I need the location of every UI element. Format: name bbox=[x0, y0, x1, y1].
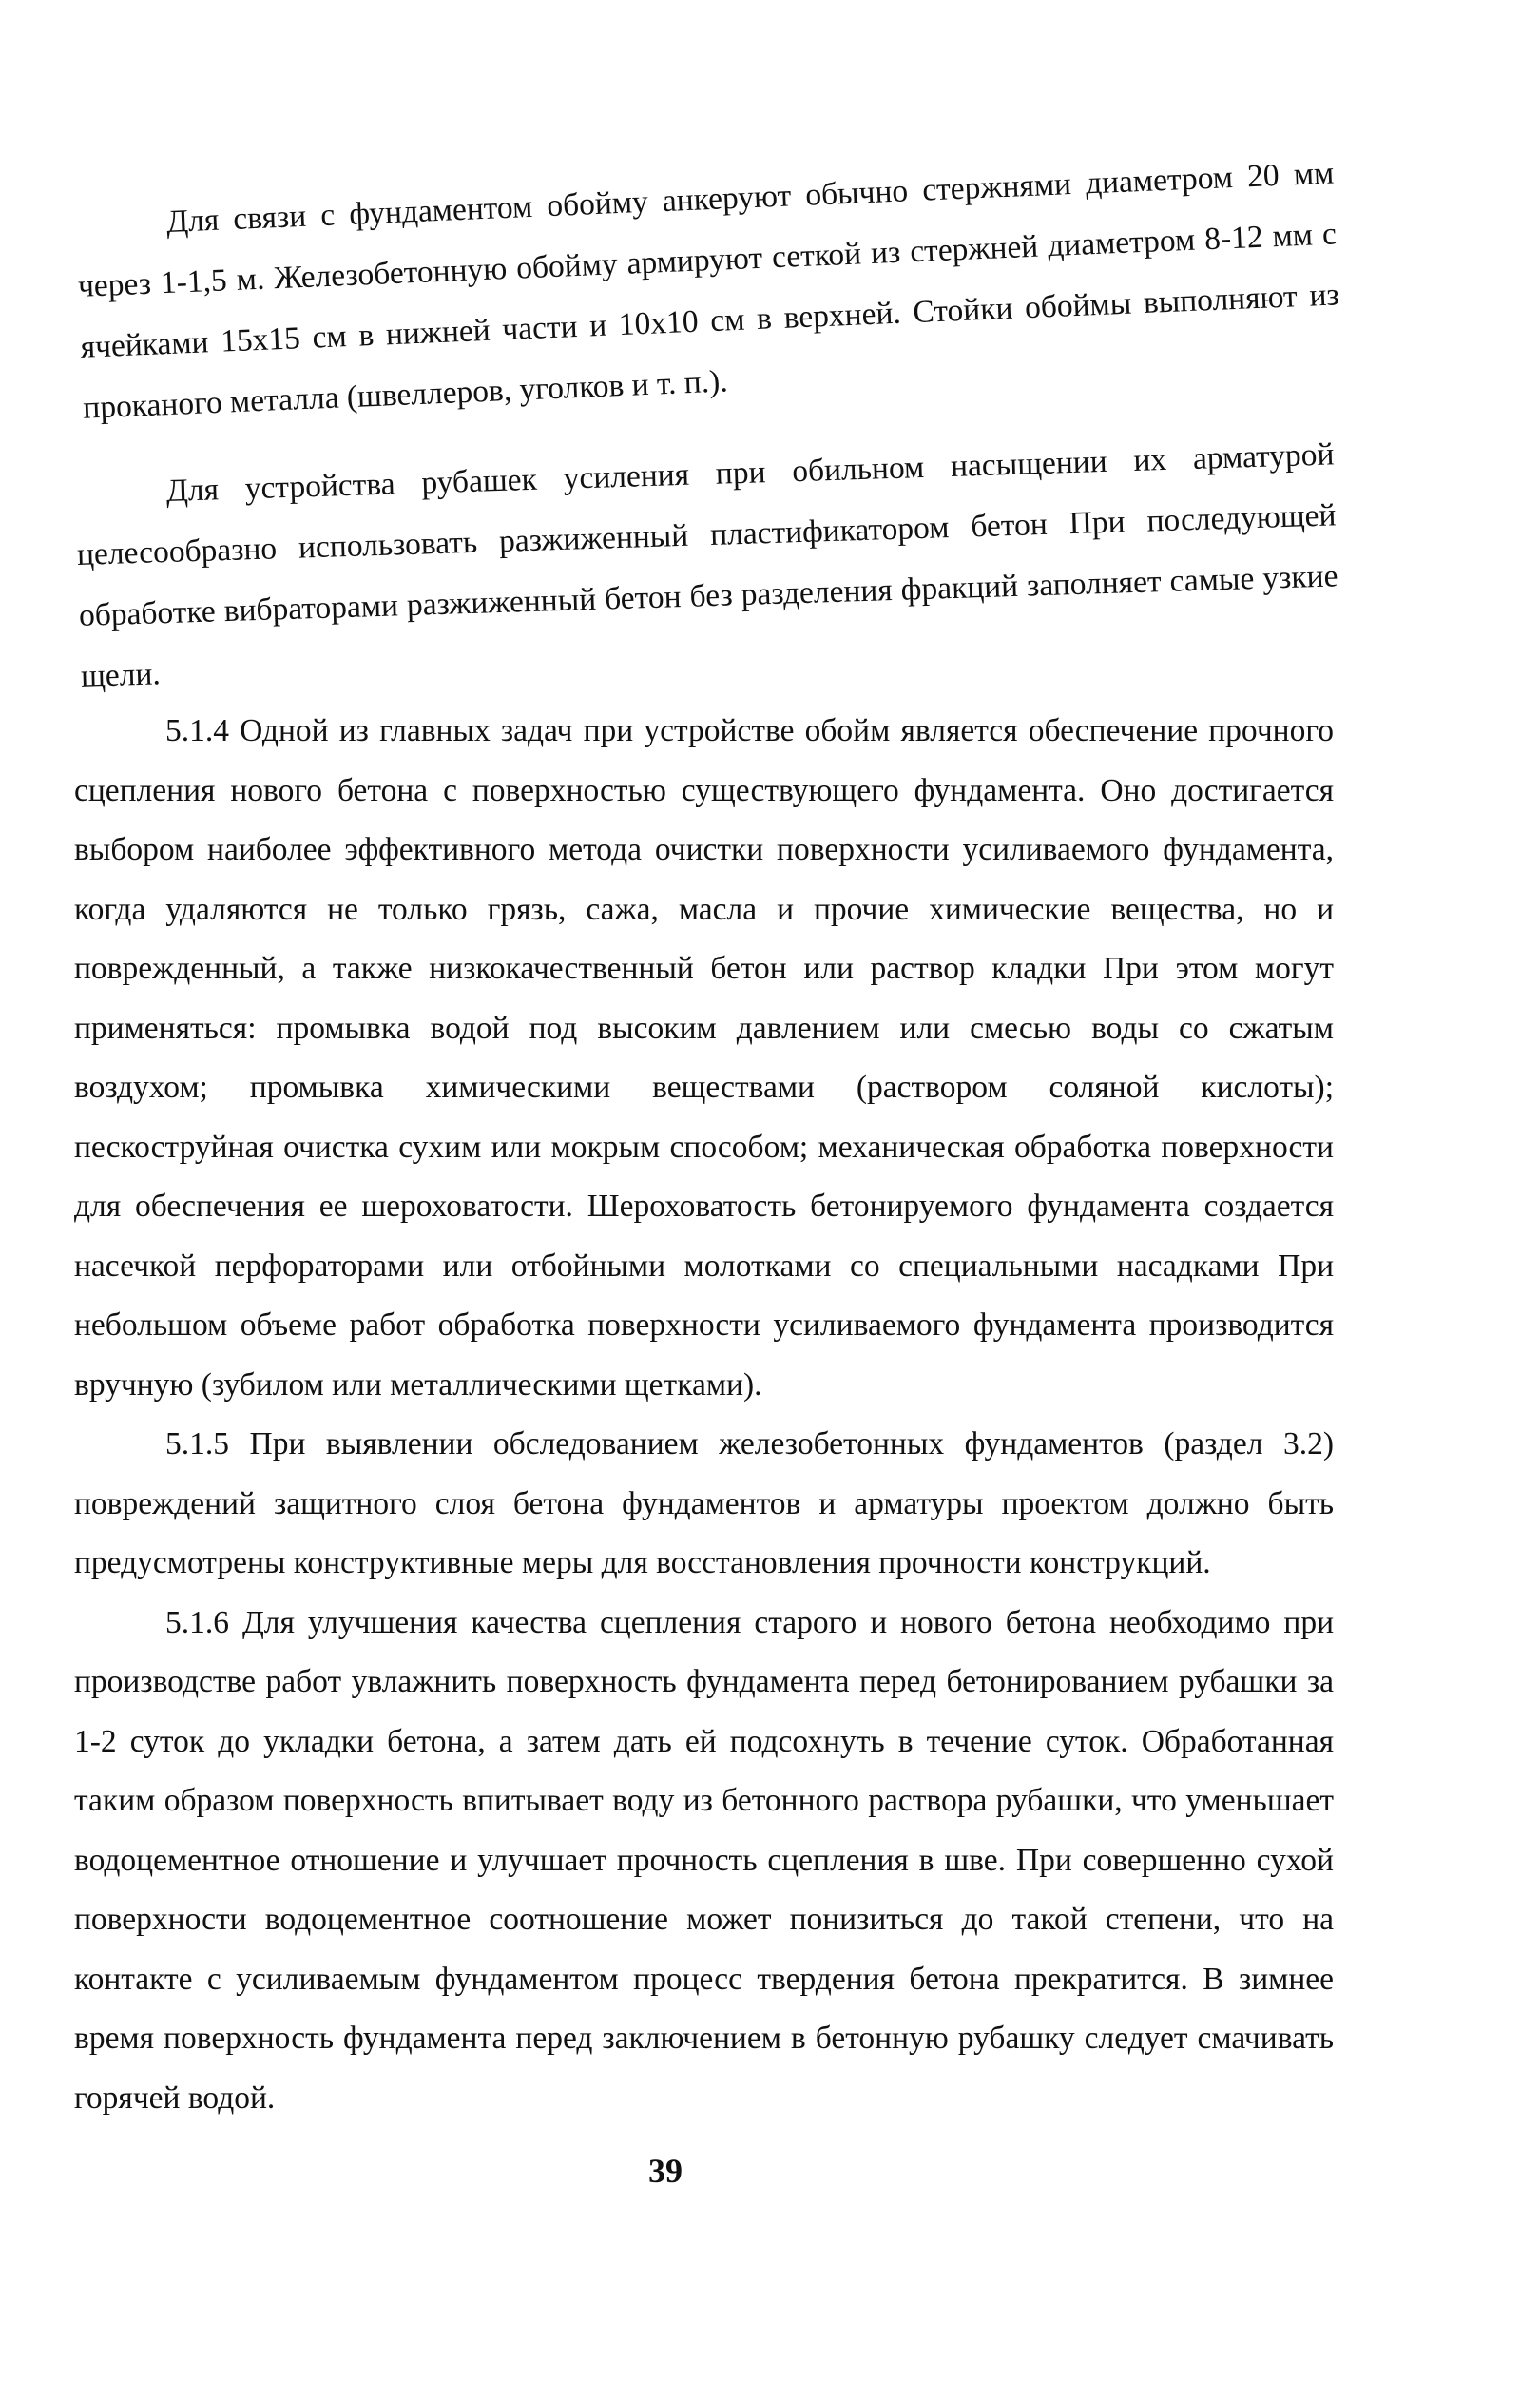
paragraph-5-1-5: 5.1.5 При выявлении обследованием железобетонных фундаментов (раздел 3.2) повреждений защитного слоя бетона фундаментов и арматуры проектом должно быть предусмотрены конструктивные меры для восстановления прочности конструкций. bbox=[74, 1426, 1334, 1580]
paragraph-anchoring: Для связи с фундаментом обойму анкеруют обычно стержнями диаметром 20 мм через 1-1,5 м. Железобетонную обойму армируют сеткой из стержней диаметром 8-12 мм с ячейками 15х15 см в нижней части и 10х10 см в верхней. Стойки обоймы выполняют из проканого металла (швеллеров, уголков и т. п.). bbox=[77, 155, 1340, 426]
page-number: 39 bbox=[648, 2152, 683, 2190]
paragraph-shirts: Для устройства рубашек усиления при обильном насыщении их арматурой целесообразно использовать разжиженный пластификатором бетон При последующей обработке вибраторами разжиженный бетон без разделения фракций заполняет самые узкие щели. bbox=[76, 436, 1338, 694]
paragraph-5-1-6: 5.1.6 Для улучшения качества сцепления старого и нового бетона необходимо при производстве работ увлажнить поверхность фундамента перед бетонированием рубашки за 1-2 суток до укладки бетона, а затем дать ей подсохнуть в течение суток. Обработанная таким образом поверхность впитывает воду из бетонного раствора рубашки, что уменьшает водоцементное отношение и улучшает прочность сцепления в шве. При совершенно сухой поверхности водоцементное соотношение может понизиться до такой степени, что на контакте с усиливаемым фундаментом процесс твердения бетона прекратится. В зимнее время поверхность фундамента перед заключением в бетонную рубашку следует смачивать горячей водой. bbox=[74, 1604, 1334, 2116]
paragraph-5-1-4: 5.1.4 Одной из главных задач при устройстве обойм является обеспечение прочного сцепления нового бетона с поверхностью существующего фундамента. Оно достигается выбором наиболее эффективного метода очистки поверхности усиливаемого фундамента, когда удаляются не только грязь, сажа, масла и прочие химические вещества, но и поврежденный, а также низкокачественный бетон или раствор кладки При этом могут применяться: промывка водой под высоким давлением или смесью воды со сжатым воздухом; промывка химическими веществами (раствором соляной кислоты); пескоструйная очистка сухим или мокрым способом; механическая обработка поверхности для обеспечения ее шероховатости. Шероховатость бетонируемого фундамента создается насечкой перфораторами или отбойными молотками со специальными насадками При небольшом объеме работ обработка поверхности усиливаемого фундамента производится вручную (зубилом или металлическими щетками). bbox=[74, 713, 1334, 1403]
body-text bbox=[74, 155, 1340, 2128]
